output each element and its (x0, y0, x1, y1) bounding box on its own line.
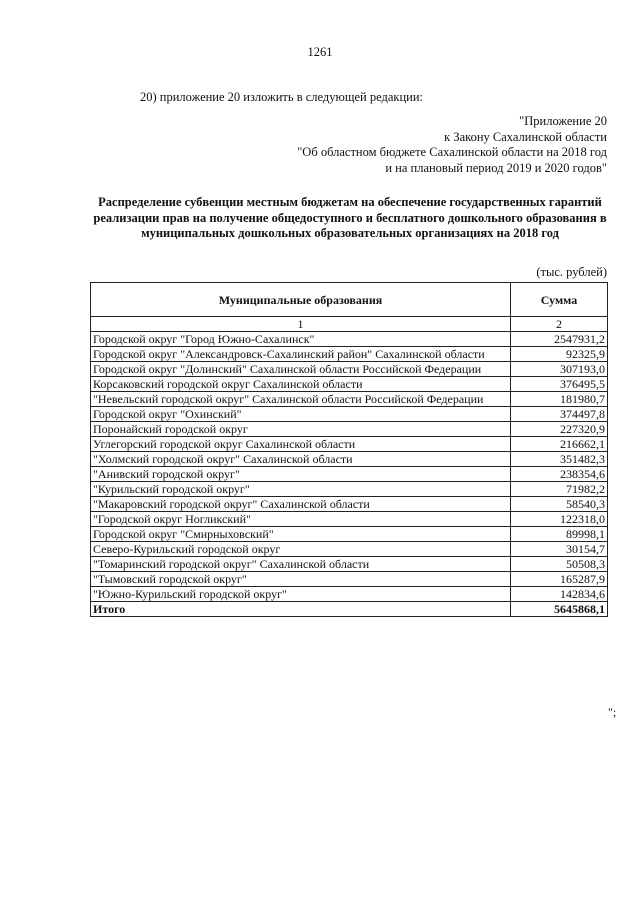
municipality-name: Углегорский городской округ Сахалинской области (91, 437, 511, 452)
table-row (91, 347, 608, 362)
amount-value: 165287,9 (511, 572, 608, 587)
table-row (91, 542, 608, 557)
closing-mark: "; (608, 705, 617, 719)
table-row (91, 392, 608, 407)
amount-value: 30154,7 (511, 542, 608, 557)
column-number: 2 (511, 317, 608, 332)
municipality-name: "Тымовский городской округ" (91, 572, 511, 587)
municipality-name: "Томаринский городской округ" Сахалинской области (91, 557, 511, 572)
table-row (91, 437, 608, 452)
amount-value: 89998,1 (511, 527, 608, 542)
table-row (91, 482, 608, 497)
amount-value: 92325,9 (511, 347, 608, 362)
total-amount: 5645868,1 (511, 602, 608, 617)
subvention-table (90, 282, 608, 617)
amount-value: 227320,9 (511, 422, 608, 437)
total-label: Итого (91, 602, 511, 617)
municipality-name: Корсаковский городской округ Сахалинской области (91, 377, 511, 392)
municipality-name: "Анивский городской округ" (91, 467, 511, 482)
municipality-name: "Невельский городской округ" Сахалинской области Российской Федерации (91, 392, 511, 407)
units-label: (тыс. рублей) (536, 265, 607, 279)
municipality-name: Городской округ "Смирныховский" (91, 527, 511, 542)
amount-value: 181980,7 (511, 392, 608, 407)
table-row (91, 332, 608, 347)
table-row (91, 377, 608, 392)
amount-value: 238354,6 (511, 467, 608, 482)
amount-value: 216662,1 (511, 437, 608, 452)
municipality-name: Городской округ "Александровск-Сахалинский район" Сахалинской области (91, 347, 511, 362)
amount-value: 351482,3 (511, 452, 608, 467)
municipality-name: Городской округ "Охинский" (91, 407, 511, 422)
appendix-line: и на плановый период 2019 и 2020 годов" (385, 160, 607, 175)
table-row (91, 557, 608, 572)
header-municipality: Муниципальные образования (91, 283, 511, 317)
amount-value: 376495,5 (511, 377, 608, 392)
amount-value: 71982,2 (511, 482, 608, 497)
amount-value: 307193,0 (511, 362, 608, 377)
table-row (91, 452, 608, 467)
amount-value: 58540,3 (511, 497, 608, 512)
municipality-name: Городской округ "Город Южно-Сахалинск" (91, 332, 511, 347)
municipality-name: Поронайский городской округ (91, 422, 511, 437)
column-number: 1 (91, 317, 511, 332)
amount-value: 2547931,2 (511, 332, 608, 347)
page-number: 1261 (307, 45, 333, 59)
appendix-line: "Об областном бюджете Сахалинской области на 2018 год (297, 145, 607, 159)
table-row (91, 572, 608, 587)
appendix-line: к Закону Сахалинской области (444, 129, 607, 144)
appendix-header (297, 114, 607, 176)
table-row (91, 422, 608, 437)
amount-value: 50508,3 (511, 557, 608, 572)
header-amount: Сумма (511, 283, 608, 317)
amount-value: 374497,8 (511, 407, 608, 422)
table-row (91, 587, 608, 602)
amount-value: 122318,0 (511, 512, 608, 527)
table-row (91, 497, 608, 512)
municipality-name: "Городской округ Ногликский" (91, 512, 511, 527)
table-row (91, 527, 608, 542)
table-row (91, 407, 608, 422)
municipality-name: "Южно-Курильский городской округ" (91, 587, 511, 602)
municipality-name: "Курильский городской округ" (91, 482, 511, 497)
municipality-name: Городской округ "Долинский" Сахалинской области Российской Федерации (91, 362, 511, 377)
total-row (91, 602, 608, 617)
intro-text: 20) приложение 20 изложить в следующей редакции: (140, 90, 423, 104)
table-row (91, 362, 608, 377)
table-header-row (91, 283, 608, 317)
appendix-line: "Приложение 20 (519, 114, 607, 128)
municipality-name: "Макаровский городской округ" Сахалинской области (91, 497, 511, 512)
column-number-row (91, 317, 608, 332)
document-title: Распределение субвенции местным бюджетам на обеспечение государственных гарантий реализации прав на получение общедоступного и бесплатного дошкольного образования в муниципальных дошкольных образовательных организациях на 2018 год (93, 195, 607, 240)
table-row (91, 512, 608, 527)
table-row (91, 467, 608, 482)
amount-value: 142834,6 (511, 587, 608, 602)
municipality-name: Северо-Курильский городской округ (91, 542, 511, 557)
municipality-name: "Холмский городской округ" Сахалинской области (91, 452, 511, 467)
